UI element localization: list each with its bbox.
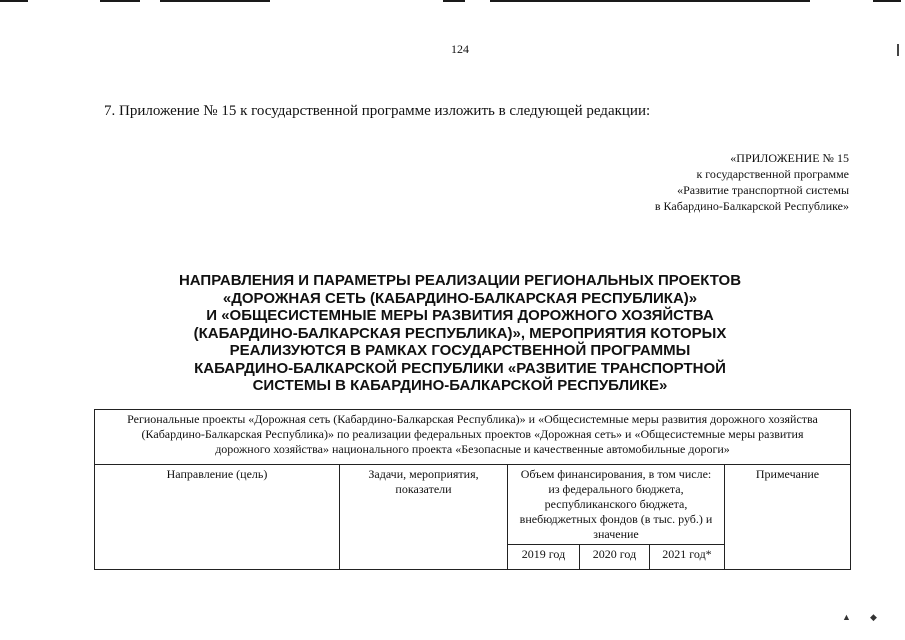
scan-artifact-dot: ▲ [842, 612, 851, 622]
document-title [120, 272, 800, 395]
scan-artifact-line [443, 0, 465, 2]
table-header-cell [95, 410, 851, 465]
title-line: (КАБАРДИНО-БАЛКАРСКАЯ РЕСПУБЛИКА)», МЕРОПРИЯТИЯ КОТОРЫХ [193, 324, 727, 342]
appendix-heading [549, 150, 849, 214]
column-header-funding: Объем финансирования, в том числе: из федерального бюджета, республиканского бюджета, внебюджетных фондов (в тыс. руб.) и значение [508, 465, 725, 545]
year-header-2019: 2019 год [508, 545, 580, 570]
scan-artifact-line [490, 0, 810, 2]
scan-artifact-line [100, 0, 140, 2]
projects-table [94, 409, 851, 570]
scan-artifact-line [160, 0, 270, 2]
appendix-line: в Кабардино-Балкарской Республике» [654, 199, 849, 213]
title-line: КАБАРДИНО-БАЛКАРСКОЙ РЕСПУБЛИКИ «РАЗВИТИЕ ТРАНСПОРТНОЙ [194, 359, 726, 377]
title-line: СИСТЕМЫ В КАБАРДИНО-БАЛКАРСКОЙ РЕСПУБЛИКЕ» [252, 377, 668, 394]
amendment-paragraph: 7. Приложение № 15 к государственной программе изложить в следующей редакции: [104, 103, 651, 119]
title-line: «ДОРОЖНАЯ СЕТЬ (КАБАРДИНО-БАЛКАРСКАЯ РЕСПУБЛИКА)» [222, 289, 698, 307]
column-header-note: Примечание [725, 465, 851, 570]
title-line: РЕАЛИЗУЮТСЯ В РАМКАХ ГОСУДАРСТВЕННОЙ ПРОГРАММЫ [229, 342, 691, 359]
appendix-line: «Развитие транспортной системы [677, 183, 849, 197]
year-header-2020: 2020 год [580, 545, 650, 570]
scan-artifact-mark [897, 44, 899, 56]
title-line: НАПРАВЛЕНИЯ И ПАРАМЕТРЫ РЕАЛИЗАЦИИ РЕГИОНАЛЬНЫХ ПРОЕКТОВ [178, 272, 742, 289]
scan-artifact-dot: ◆ [870, 612, 877, 622]
column-header-direction: Направление (цель) [95, 465, 340, 570]
appendix-line: к государственной программе [696, 167, 849, 181]
table-header-line: Региональные проекты «Дорожная сеть (Кабардино-Балкарская Республика)» и «Общесистемные меры развития дорожного хозяйства [127, 412, 818, 426]
table-header-line: (Кабардино-Балкарская Республика)» по реализации федеральных проектов «Дорожная сеть» и «Общесистемные меры развития [141, 427, 804, 441]
scan-artifact-line [873, 0, 901, 2]
appendix-line: «ПРИЛОЖЕНИЕ № 15 [730, 151, 849, 165]
page-number: 124 [451, 42, 469, 56]
title-line: И «ОБЩЕСИСТЕМНЫЕ МЕРЫ РАЗВИТИЯ ДОРОЖНОГО ХОЗЯЙСТВА [206, 307, 714, 324]
year-header-2021: 2021 год* [650, 545, 725, 570]
column-header-tasks: Задачи, мероприятия, показатели [340, 465, 508, 570]
table-header-line: дорожного хозяйства» национального проекта «Безопасные и качественные автомобильные дороги» [215, 442, 730, 456]
scan-artifact-line [0, 0, 28, 2]
